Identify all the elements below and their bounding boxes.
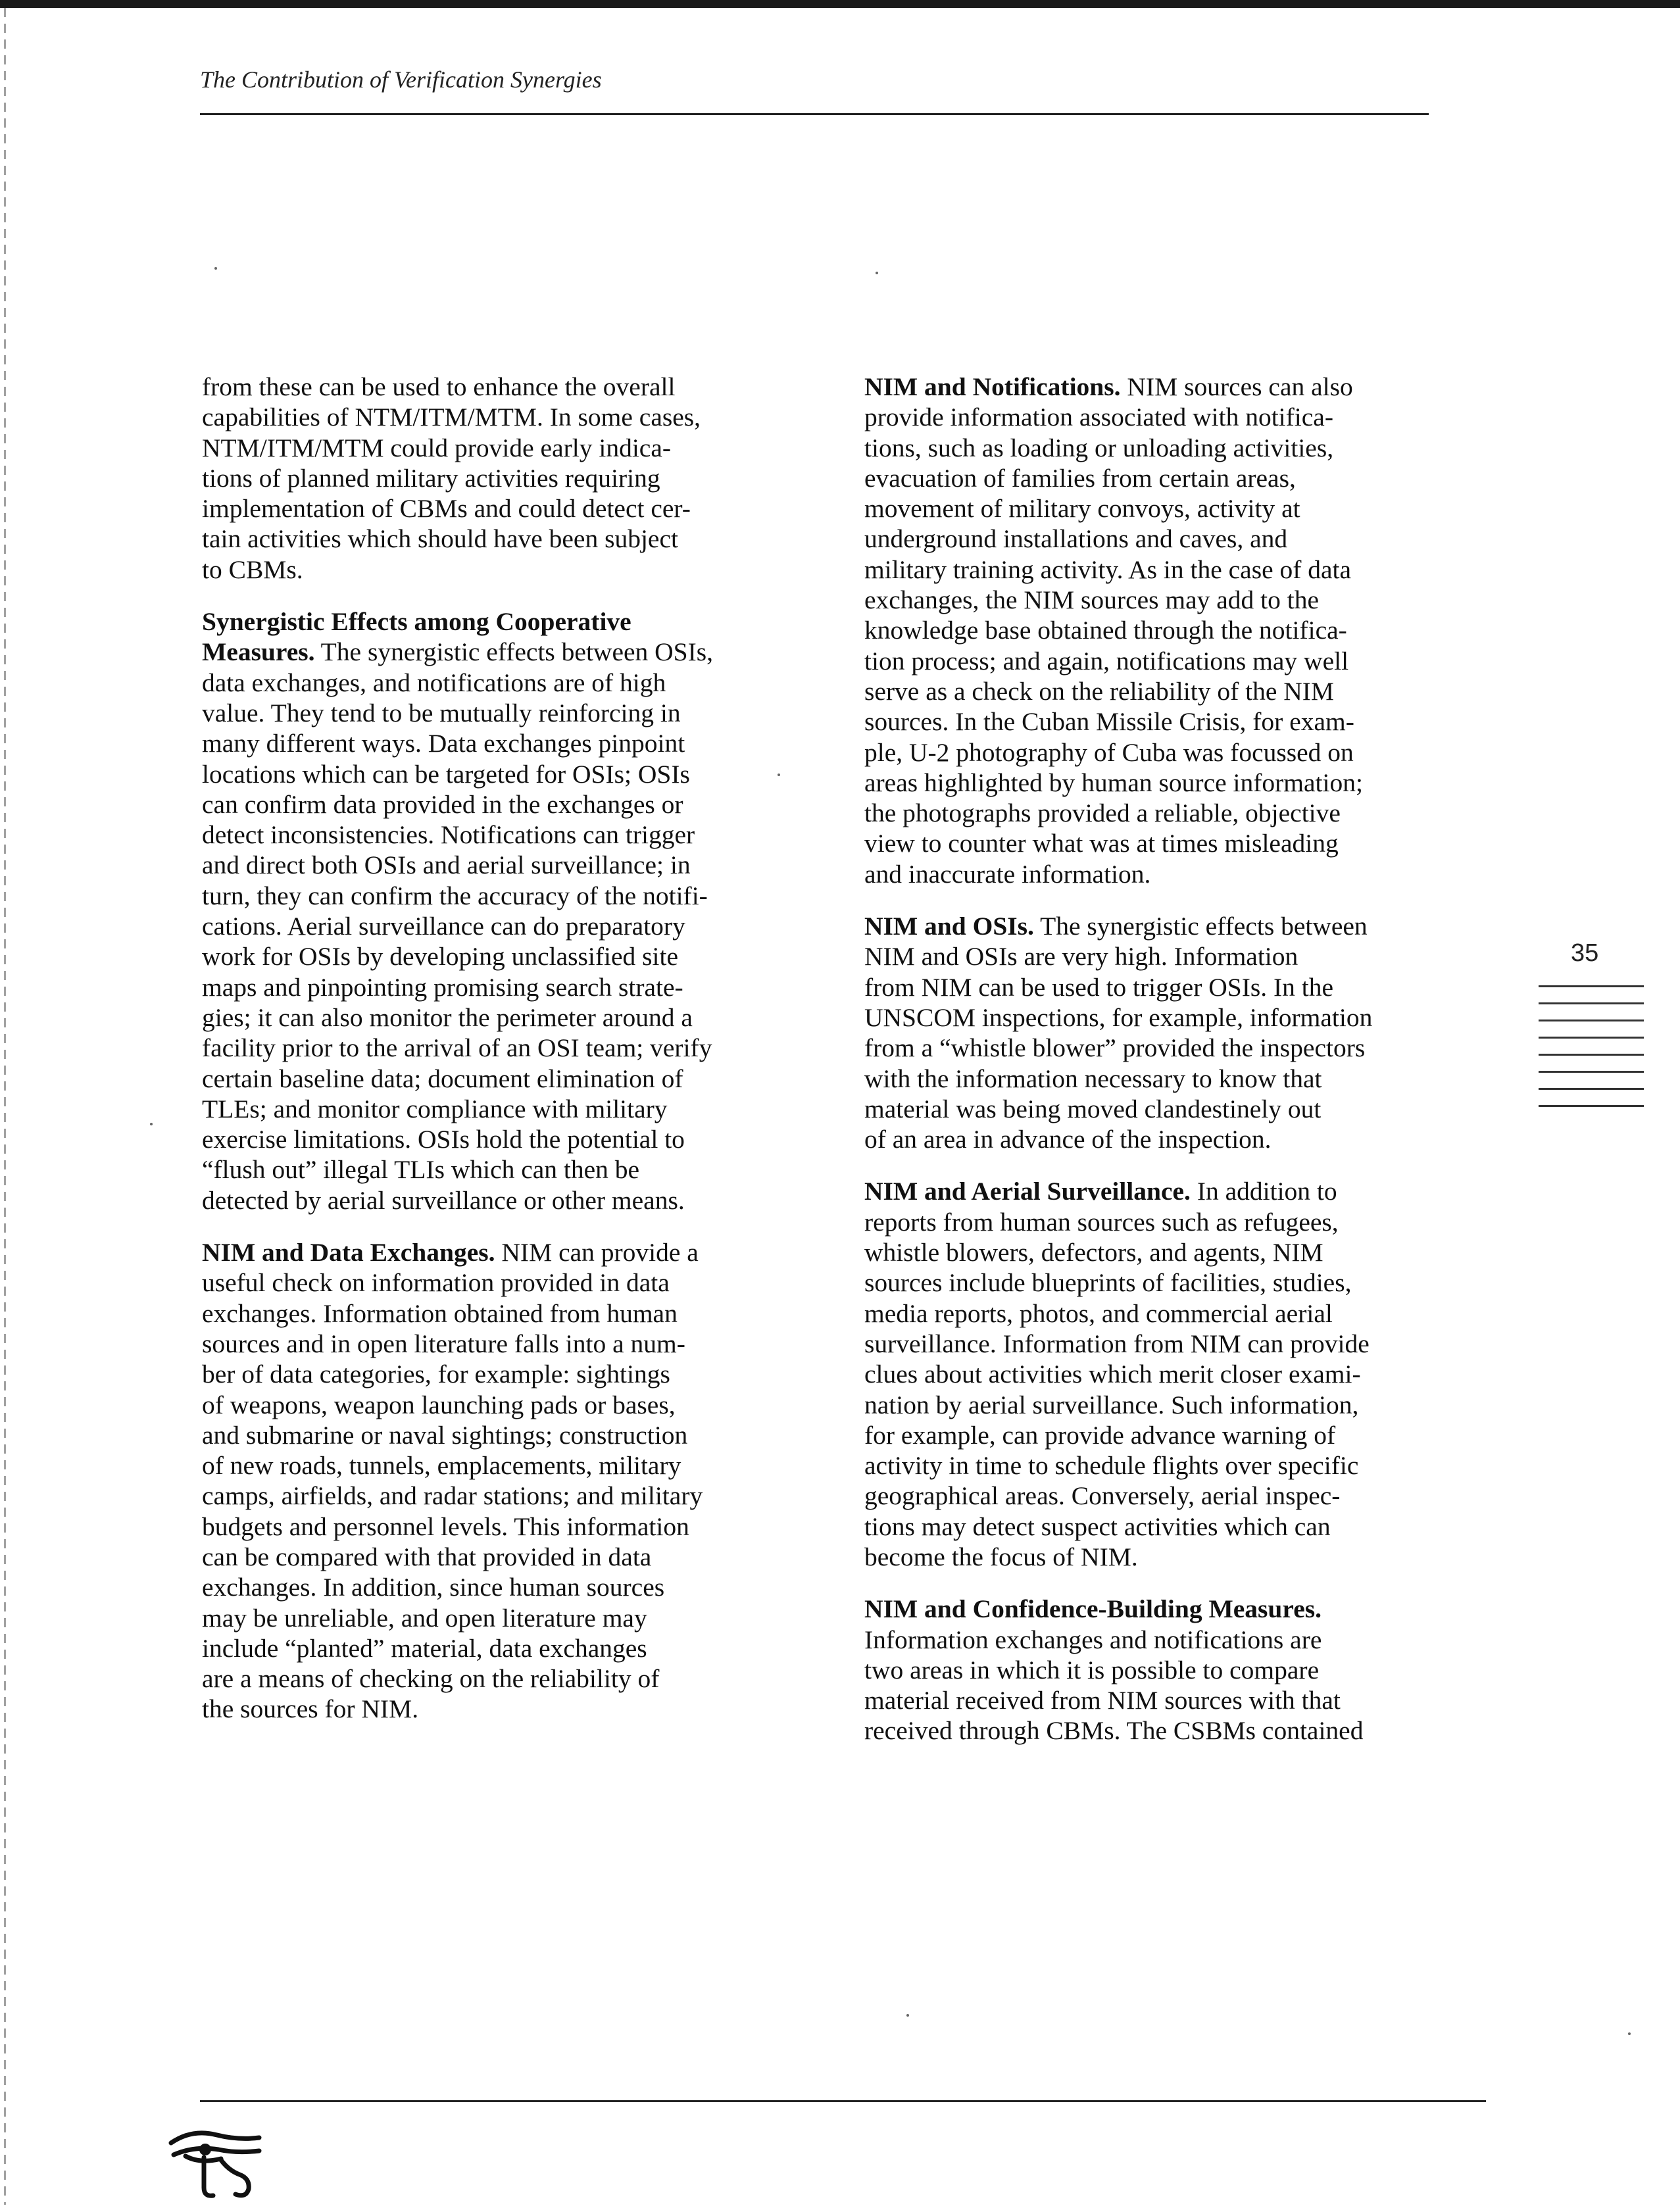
scan-speck: [214, 267, 217, 270]
text-line: facility prior to the arrival of an OSI team; verify: [202, 1033, 712, 1063]
text-line: budgets and personnel levels. This information: [202, 1512, 689, 1541]
text-line: of weapons, weapon launching pads or bases,: [202, 1390, 676, 1419]
text-line: many different ways. Data exchanges pinpoint: [202, 729, 685, 758]
margin-rule: [1539, 1105, 1644, 1107]
text-line: [864, 372, 1456, 402]
text-line: detected by aerial surveillance or other means.: [202, 1185, 685, 1215]
text-line: areas highlighted by human source information;: [864, 768, 1363, 797]
section-heading: NIM and OSIs.: [864, 912, 1034, 941]
margin-rule: [1539, 1002, 1644, 1004]
text-line: certain baseline data; document elimination of: [202, 1064, 683, 1093]
text-line: exercise limitations. OSIs hold the potential to: [202, 1125, 685, 1154]
text-line: cations. Aerial surveillance can do preparatory: [202, 912, 685, 941]
text-line: can be compared with that provided in data: [202, 1542, 652, 1571]
text-line: [202, 637, 794, 667]
paragraph-nim-aerial-surveillance: [864, 1176, 1456, 1572]
text-line: [864, 911, 1456, 941]
text-line: TLEs; and monitor compliance with military: [202, 1094, 668, 1123]
text-line: the sources for NIM.: [202, 1694, 419, 1724]
text-line: serve as a check on the reliability of the NIM: [864, 676, 1335, 706]
text-line: tain activities which should have been subject: [202, 524, 678, 554]
text-line: the photographs provided a reliable, objective: [864, 799, 1341, 828]
text-line: turn, they can confirm the accuracy of the notifi-: [202, 881, 708, 910]
section-heading: Synergistic Effects among Cooperative: [202, 607, 631, 637]
text-fragment: The synergistic effects between OSIs,: [314, 637, 714, 667]
text-line: implementation of CBMs and could detect cer-: [202, 494, 691, 524]
text-line: reports from human sources such as refugees,: [864, 1207, 1339, 1237]
heading-continuation: Measures.: [202, 637, 315, 667]
text-line: ber of data categories, for example: sightings: [202, 1360, 670, 1389]
section-heading: NIM and Data Exchanges.: [202, 1238, 495, 1267]
margin-rule: [1539, 1071, 1644, 1073]
text-fragment: NIM can provide a: [495, 1238, 699, 1267]
margin-rule: [1539, 1054, 1644, 1056]
text-line: received through CBMs. The CSBMs contained: [864, 1716, 1364, 1746]
text-line: sources and in open literature falls into a num-: [202, 1329, 685, 1358]
text-line: sources. In the Cuban Missile Crisis, for exam-: [864, 707, 1354, 737]
text-line: knowledge base obtained through the notifica-: [864, 616, 1347, 645]
text-line: and direct both OSIs and aerial surveillance; in: [202, 850, 691, 880]
footer-rule: [200, 2100, 1486, 2102]
text-line: tions, such as loading or unloading activities,: [864, 433, 1334, 462]
text-line: value. They tend to be mutually reinforcing in: [202, 698, 681, 727]
paragraph-nim-osis: [864, 911, 1456, 1154]
margin-rule-marks: [1539, 985, 1644, 1122]
text-line: “flush out” illegal TLIs which can then be: [202, 1155, 640, 1185]
text-line: media reports, photos, and commercial aerial: [864, 1298, 1333, 1328]
text-line: can confirm data provided in the exchanges or: [202, 789, 683, 819]
text-line: exchanges. Information obtained from human: [202, 1298, 678, 1328]
margin-rule: [1539, 985, 1644, 987]
section-heading: NIM and Aerial Surveillance.: [864, 1177, 1191, 1206]
paragraph-nim-notifications: [864, 372, 1456, 889]
text-line: NIM and OSIs are very high. Information: [864, 942, 1298, 971]
text-line: with the information necessary to know that: [864, 1064, 1322, 1093]
paragraph-nim-data-exchanges: [202, 1237, 794, 1725]
text-fragment: In addition to: [1190, 1177, 1337, 1206]
scan-speck: [906, 2014, 909, 2017]
right-column: [864, 372, 1456, 1768]
text-line: may be unreliable, and open literature may: [202, 1603, 647, 1633]
header-rule: [200, 113, 1429, 115]
paragraph-overall-capabilities: [202, 372, 794, 585]
text-line: tions may detect suspect activities which can: [864, 1512, 1331, 1541]
text-line: maps and pinpointing promising search strate-: [202, 972, 683, 1002]
text-fragment: The synergistic effects between: [1033, 912, 1368, 941]
scan-speck: [778, 774, 780, 776]
page-top-edge: [0, 0, 1680, 8]
text-line: detect inconsistencies. Notifications can trigger: [202, 820, 695, 850]
text-line: provide information associated with notifica-: [864, 403, 1333, 432]
text-line: material was being moved clandestinely out: [864, 1094, 1322, 1123]
text-line: include “planted” material, data exchanges: [202, 1633, 647, 1663]
text-line: [202, 1237, 794, 1267]
text-line: and inaccurate information.: [864, 859, 1151, 889]
scan-speck: [876, 272, 878, 274]
text-line: activity in time to schedule flights over specific: [864, 1451, 1359, 1481]
text-line: tions of planned military activities requiring: [202, 463, 660, 493]
text-line: whistle blowers, defectors, and agents, NIM: [864, 1238, 1323, 1267]
text-line: geographical areas. Conversely, aerial inspec-: [864, 1481, 1341, 1511]
text-line: from these can be used to enhance the overall: [202, 372, 676, 401]
text-line: Information exchanges and notifications are: [864, 1625, 1322, 1654]
text-line: movement of military convoys, activity at: [864, 494, 1300, 524]
paragraph-synergistic-effects: [202, 606, 794, 1216]
text-line: to CBMs.: [202, 554, 303, 584]
scan-left-edge: [4, 8, 6, 2205]
text-line: nation by aerial surveillance. Such information,: [864, 1390, 1359, 1419]
text-line: military training activity. As in the case of data: [864, 554, 1352, 584]
text-line: from NIM can be used to trigger OSIs. In the: [864, 972, 1334, 1002]
text-line: two areas in which it is possible to compare: [864, 1655, 1320, 1684]
eye-of-horus-icon: [166, 2123, 264, 2202]
margin-rule: [1539, 1020, 1644, 1021]
page-number: 35: [1571, 939, 1599, 967]
text-line: surveillance. Information from NIM can provide: [864, 1329, 1370, 1358]
text-line: clues about activities which merit closer exami-: [864, 1360, 1361, 1389]
left-column: [202, 372, 794, 1746]
text-line: tion process; and again, notifications may well: [864, 646, 1349, 676]
text-line: for example, can provide advance warning of: [864, 1420, 1336, 1450]
text-line: UNSCOM inspections, for example, information: [864, 1002, 1373, 1032]
text-line: NTM/ITM/MTM could provide early indica-: [202, 433, 672, 462]
text-line: underground installations and caves, and: [864, 524, 1288, 554]
text-line: data exchanges, and notifications are of high: [202, 668, 666, 697]
text-line: work for OSIs by developing unclassified site: [202, 942, 679, 971]
text-line: and submarine or naval sightings; construction: [202, 1420, 688, 1450]
section-heading: NIM and Confidence-Building Measures.: [864, 1594, 1322, 1624]
margin-rule: [1539, 1088, 1644, 1090]
text-line: useful check on information provided in data: [202, 1268, 670, 1298]
text-fragment: NIM sources can also: [1120, 372, 1353, 401]
text-line: of new roads, tunnels, emplacements, military: [202, 1451, 681, 1481]
scan-speck: [1628, 2032, 1631, 2035]
text-line: become the focus of NIM.: [864, 1542, 1138, 1571]
text-line: of an area in advance of the inspection.: [864, 1125, 1272, 1154]
text-line: are a means of checking on the reliability of: [202, 1664, 660, 1694]
text-line: [864, 1176, 1456, 1206]
text-line: capabilities of NTM/ITM/MTM. In some cases,: [202, 403, 701, 432]
text-line: from a “whistle blower” provided the inspectors: [864, 1033, 1366, 1063]
margin-rule: [1539, 1037, 1644, 1039]
text-line: material received from NIM sources with that: [864, 1686, 1341, 1715]
scan-speck: [150, 1123, 153, 1125]
text-line: exchanges. In addition, since human sources: [202, 1573, 665, 1602]
text-line: exchanges, the NIM sources may add to the: [864, 585, 1320, 615]
text-line: view to counter what was at times misleading: [864, 829, 1339, 858]
paragraph-nim-cbms: [864, 1594, 1456, 1746]
text-line: locations which can be targeted for OSIs; OSIs: [202, 759, 690, 789]
text-line: evacuation of families from certain areas,: [864, 463, 1296, 493]
text-line: gies; it can also monitor the perimeter around a: [202, 1002, 693, 1032]
text-line: camps, airfields, and radar stations; and military: [202, 1481, 703, 1511]
text-line: sources include blueprints of facilities, studies,: [864, 1268, 1352, 1298]
text-line: ple, U-2 photography of Cuba was focussed on: [864, 737, 1354, 767]
section-heading: NIM and Notifications.: [864, 372, 1121, 401]
running-header-title: The Contribution of Verification Synergies: [200, 66, 602, 93]
